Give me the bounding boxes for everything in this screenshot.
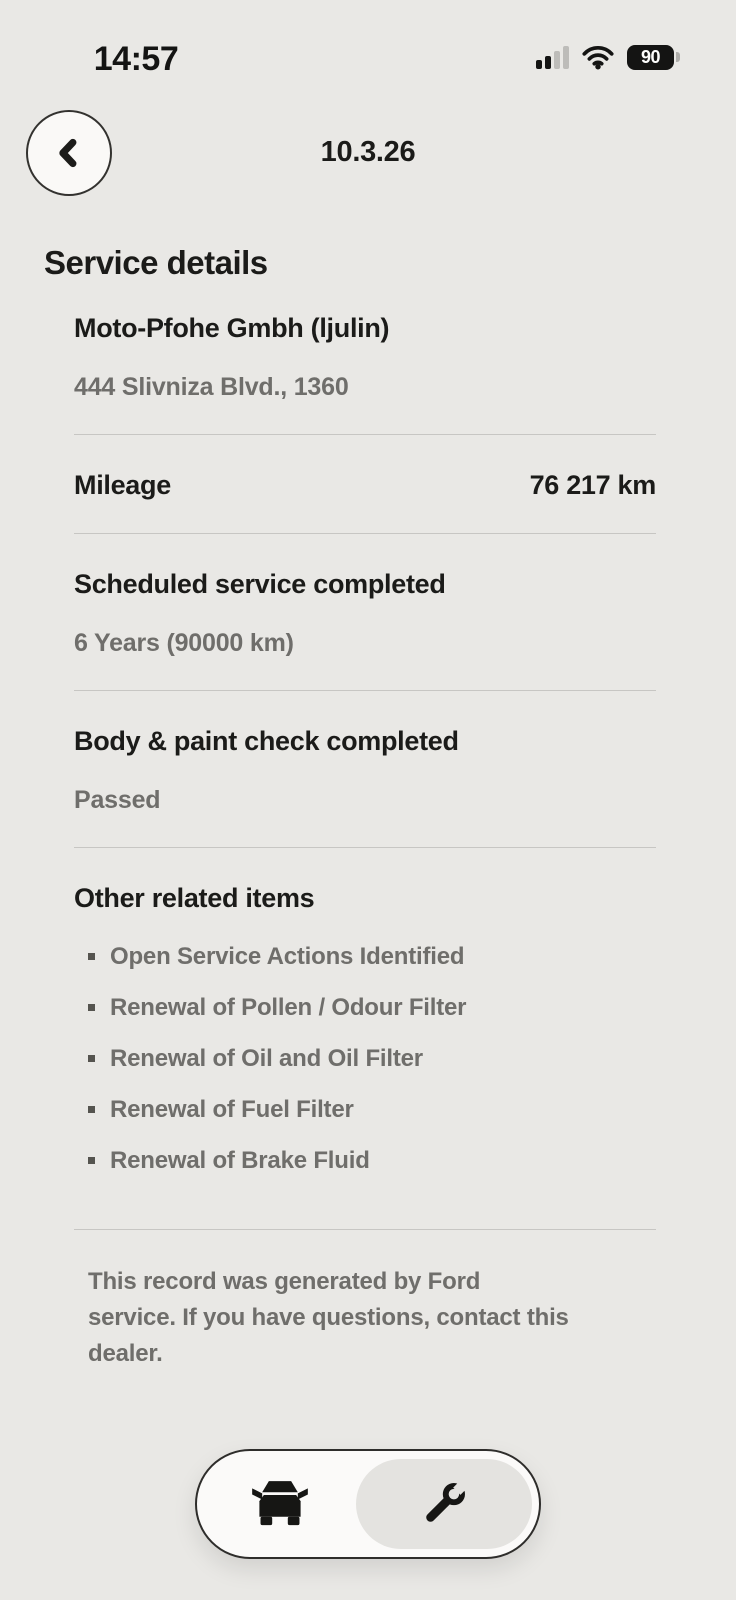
list-item: [88, 1044, 656, 1095]
scheduled-service-value: 6 Years (90000 km): [74, 629, 294, 657]
other-items-list: [88, 942, 656, 1197]
bullet-icon: [88, 953, 95, 960]
body-paint-value: Passed: [74, 786, 161, 814]
divider: [74, 690, 656, 691]
divider: [74, 847, 656, 848]
status-bar-icons: [536, 44, 680, 70]
list-item-text: Renewal of Oil and Oil Filter: [110, 1045, 423, 1072]
view-toggle: [195, 1449, 541, 1559]
mileage-label: Mileage: [74, 470, 171, 500]
other-items-section: [74, 882, 656, 1197]
cellular-signal-icon: [536, 45, 569, 69]
vehicle-tab[interactable]: [197, 1451, 363, 1557]
scheduled-service-section: [74, 568, 656, 658]
divider: [74, 434, 656, 435]
dealer-address: 444 Slivniza Blvd., 1360: [74, 373, 349, 401]
body-paint-section: [74, 725, 656, 815]
list-item-text: Renewal of Brake Fluid: [110, 1147, 370, 1174]
battery-icon: [627, 45, 680, 70]
list-item-text: Open Service Actions Identified: [110, 943, 465, 970]
list-item: [88, 1146, 656, 1197]
list-item: [88, 1095, 656, 1146]
mileage-row: [74, 469, 656, 501]
divider: [74, 1229, 656, 1230]
battery-percent: 90: [640, 46, 661, 67]
content: [0, 244, 736, 1372]
footer-note: [88, 1264, 656, 1372]
page-title: Service details: [44, 244, 268, 281]
service-tab[interactable]: [356, 1459, 532, 1549]
bullet-icon: [88, 1157, 95, 1164]
list-item: [88, 993, 656, 1044]
body-paint-label: Body & paint check completed: [74, 726, 459, 756]
list-item-text: Renewal of Pollen / Odour Filter: [110, 994, 467, 1021]
details-card: [0, 312, 736, 1372]
list-item: [88, 942, 656, 993]
footer-note-line: dealer.: [88, 1340, 163, 1367]
footer-note-line: This record was generated by Ford: [88, 1268, 481, 1295]
bullet-icon: [88, 1055, 95, 1062]
wifi-icon: [581, 44, 615, 70]
other-items-label: Other related items: [74, 883, 315, 913]
dealer-name: Moto-Pfohe Gmbh (ljulin): [74, 313, 390, 343]
wrench-icon: [416, 1476, 472, 1532]
divider: [74, 533, 656, 534]
bullet-icon: [88, 1004, 95, 1011]
status-bar-time: 14:57: [93, 40, 179, 78]
service-date: 10.3.26: [320, 136, 416, 168]
footer-note-line: service. If you have questions, contact this: [88, 1304, 569, 1331]
scheduled-service-label: Scheduled service completed: [74, 569, 446, 599]
mileage-value: 76 217 km: [529, 470, 656, 500]
bullet-icon: [88, 1106, 95, 1113]
car-icon: [251, 1480, 309, 1529]
list-item-text: Renewal of Fuel Filter: [110, 1096, 354, 1123]
